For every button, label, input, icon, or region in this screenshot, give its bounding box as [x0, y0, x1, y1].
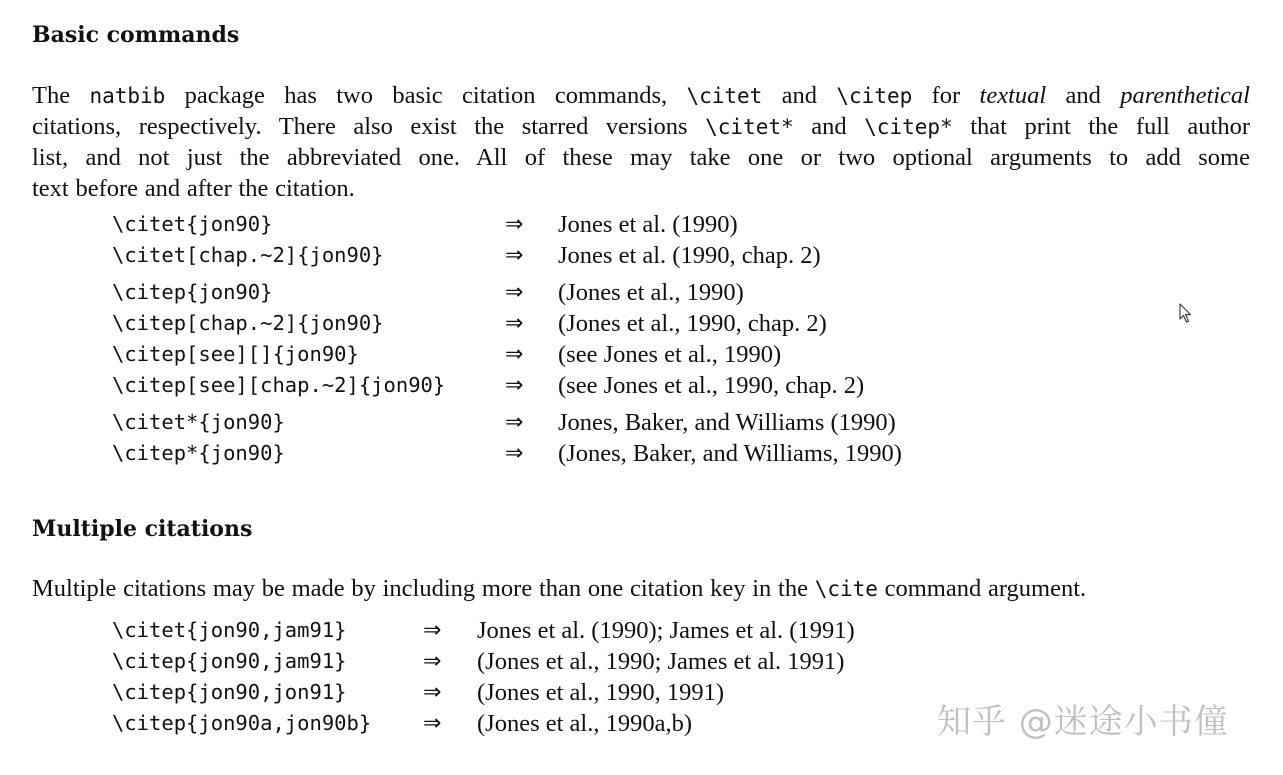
latex-command: \citep{jon90,jon91}: [112, 680, 347, 704]
implies-arrow-icon: ⇒: [505, 410, 524, 435]
text-run: that print the full author: [952, 113, 1251, 140]
implies-arrow-icon: ⇒: [505, 441, 524, 466]
emphasis-text: parenthetical: [1120, 82, 1250, 109]
text-run: and: [762, 82, 837, 109]
citation-output: Jones et al. (1990, chap. 2): [558, 242, 821, 269]
latex-command: \citep[chap.~2]{jon90}: [112, 311, 384, 335]
citation-example-row: [0, 370, 1283, 401]
latex-command: \citep{jon90,jam91}: [112, 649, 347, 673]
text-run: command argument.: [877, 575, 1087, 602]
citation-example-row: [0, 240, 1283, 271]
implies-arrow-icon: ⇒: [505, 311, 524, 336]
citation-output: (Jones et al., 1990): [558, 279, 744, 306]
citation-output: (Jones et al., 1990, 1991): [477, 679, 724, 706]
citation-example-row: [0, 308, 1283, 339]
code-inline: \citep: [836, 84, 913, 108]
text-run: The: [32, 82, 90, 109]
citation-output: Jones et al. (1990); James et al. (1991): [477, 617, 855, 644]
citation-output: (see Jones et al., 1990, chap. 2): [558, 372, 865, 399]
section-heading-basic-commands: Basic commands: [32, 22, 240, 48]
multiple-citations-paragraph: [32, 573, 1250, 604]
text-run: Multiple citations may be made by including more than one citation key in the: [32, 575, 815, 602]
code-inline: \cite: [814, 577, 878, 601]
latex-command: \citep[see][]{jon90}: [112, 342, 359, 366]
text-run: and: [793, 113, 865, 140]
implies-arrow-icon: ⇒: [505, 243, 524, 268]
latex-command: \citet{jon90,jam91}: [112, 618, 347, 642]
citation-example-row: [0, 407, 1283, 438]
latex-command: \citep{jon90}: [112, 280, 273, 304]
citation-output: (Jones et al., 1990, chap. 2): [558, 310, 827, 337]
implies-arrow-icon: ⇒: [423, 649, 442, 674]
text-run: package has two basic citation commands,: [165, 82, 687, 109]
implies-arrow-icon: ⇒: [505, 342, 524, 367]
code-inline: \citet: [686, 84, 763, 108]
site-watermark: 知乎 @迷途小书僮: [937, 702, 1229, 742]
citation-example-row: [0, 438, 1283, 469]
citation-example-row: [0, 277, 1283, 308]
text-run: list, and not just the abbreviated one. All of these may take one or two optional arguments to add some: [32, 144, 1250, 171]
text-run: citations, respectively. There also exist the starred versions: [32, 113, 706, 140]
paragraph-line: [32, 142, 1250, 173]
latex-command: \citet{jon90}: [112, 212, 273, 236]
implies-arrow-icon: ⇒: [505, 212, 524, 237]
section-heading-multiple-citations: Multiple citations: [32, 516, 253, 542]
citation-output: (Jones et al., 1990; James et al. 1991): [477, 648, 845, 675]
latex-command: \citet[chap.~2]{jon90}: [112, 243, 384, 267]
citation-example-row: [0, 339, 1283, 370]
paragraph-line: [32, 111, 1250, 142]
basic-commands-paragraph: [32, 80, 1250, 204]
citation-output: (see Jones et al., 1990): [558, 341, 782, 368]
emphasis-text: textual: [979, 82, 1047, 109]
citation-output: Jones, Baker, and Williams (1990): [558, 409, 896, 436]
implies-arrow-icon: ⇒: [423, 618, 442, 643]
paragraph-line: [32, 173, 1250, 204]
paragraph-line: [32, 80, 1250, 111]
code-inline: \citep*: [864, 115, 953, 139]
text-run: for: [912, 82, 980, 109]
implies-arrow-icon: ⇒: [505, 280, 524, 305]
citation-output: Jones et al. (1990): [558, 211, 738, 238]
latex-command: \citet*{jon90}: [112, 410, 285, 434]
text-run: and: [1046, 82, 1121, 109]
citation-example-row: [0, 615, 1283, 646]
paragraph-line: [32, 573, 1250, 604]
code-inline: natbib: [89, 84, 166, 108]
implies-arrow-icon: ⇒: [423, 680, 442, 705]
latex-command: \citep*{jon90}: [112, 441, 285, 465]
implies-arrow-icon: ⇒: [423, 711, 442, 736]
citation-example-row: [0, 209, 1283, 240]
implies-arrow-icon: ⇒: [505, 373, 524, 398]
code-inline: \citet*: [705, 115, 794, 139]
latex-command: \citep[see][chap.~2]{jon90}: [112, 373, 446, 397]
citation-example-row: [0, 646, 1283, 677]
mouse-pointer-icon: [1179, 303, 1193, 323]
text-run: text before and after the citation.: [32, 175, 355, 202]
latex-command: \citep{jon90a,jon90b}: [112, 711, 372, 735]
citation-output: (Jones et al., 1990a,b): [477, 710, 692, 737]
citation-output: (Jones, Baker, and Williams, 1990): [558, 440, 902, 467]
